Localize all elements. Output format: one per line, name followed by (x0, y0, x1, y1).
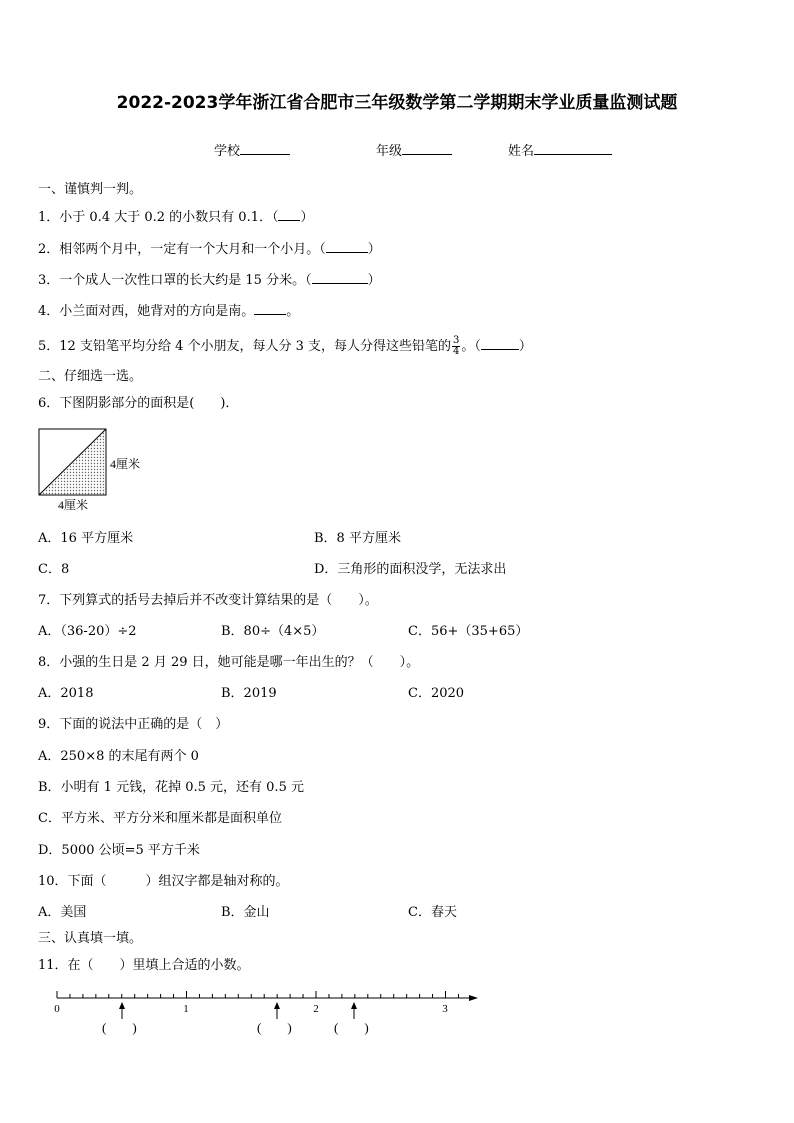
answer-blank[interactable] (326, 240, 368, 253)
answer-blank[interactable] (278, 208, 300, 221)
question-number: 11． (38, 958, 68, 973)
question-5 (38, 336, 532, 358)
grade-label: 年级 (376, 144, 403, 159)
question-number: 9． (38, 717, 60, 732)
option-c[interactable]: C．8 (38, 562, 70, 577)
question-tail: ） (518, 339, 532, 354)
question-text: 小强的生日是 2 月 29 日，她可能是哪一年出生的？（ ）。 (59, 655, 420, 670)
question-text: 下列算式的括号去掉后并不改变计算结果的是（ ）。 (59, 593, 378, 608)
question-text: 下面的说法中正确的是（ ） (59, 717, 229, 732)
option-a[interactable]: A．美国 (38, 905, 87, 920)
option-d[interactable]: D．三角形的面积没学，无法求出 (314, 562, 507, 577)
name-field[interactable] (508, 142, 612, 160)
question-9 (38, 717, 228, 733)
option-b[interactable]: B．8 平方厘米 (314, 531, 401, 546)
option-c[interactable]: C．平方米、平方分米和厘米都是面积单位 (38, 811, 282, 826)
fraction-denominator: 4 (453, 346, 460, 357)
section-1-heading: 一、谨慎判一判。 (38, 182, 143, 197)
axis-label-0: 0 (54, 1003, 60, 1015)
axis-label-3: 3 (442, 1003, 448, 1015)
number-line-arrowhead (469, 995, 478, 1001)
side-length-label: 4厘米 (110, 457, 141, 471)
question-tail: ） (300, 210, 314, 225)
question-8 (38, 655, 419, 671)
question-tail: 。 (286, 304, 300, 319)
option-b[interactable]: B．80÷（4×5） (221, 624, 325, 639)
question-number: 1． (38, 210, 60, 225)
option-b[interactable]: B．金山 (221, 905, 270, 920)
question-number: 7． (38, 593, 60, 608)
section-2-heading: 二、仔细选一选。 (38, 369, 143, 384)
question-number: 2． (38, 242, 60, 257)
number-line-ticks (57, 991, 458, 998)
axis-label-2: 2 (313, 1003, 319, 1015)
question-text: 下图阴影部分的面积是( )． (59, 396, 239, 411)
number-line (40, 985, 490, 1045)
question-number: 5． (38, 339, 60, 354)
option-b[interactable]: B．小明有 1 元钱，花掉 0.5 元，还有 0.5 元 (38, 780, 304, 795)
question-text: 小于 0.4 大于 0.2 的小数只有 0.1．（ (59, 210, 279, 225)
question-number: 4． (38, 304, 60, 319)
bottom-length-label: 4厘米 (58, 498, 89, 512)
option-b[interactable]: B．2019 (221, 686, 277, 701)
option-d[interactable]: D．5000 公顷=5 平方千米 (38, 843, 200, 858)
answer-blank[interactable] (312, 271, 368, 284)
question-text: 小兰面对西，她背对的方向是南。 (59, 304, 255, 319)
question-number: 3． (38, 273, 60, 288)
pointer-arrow-2 (274, 1002, 280, 1019)
school-blank[interactable] (240, 142, 290, 155)
question-11 (38, 958, 250, 974)
section-3-heading: 三、认真填一填。 (38, 931, 143, 946)
option-a[interactable]: A．（36-20）÷2 (38, 624, 137, 639)
school-field[interactable] (214, 142, 290, 160)
question-number: 8． (38, 655, 60, 670)
answer-paren-2[interactable]: ( ) (257, 1020, 292, 1035)
answer-blank[interactable] (481, 337, 519, 350)
question-6 (38, 396, 238, 412)
grade-blank[interactable] (402, 142, 452, 155)
question-tail-open: 。（ (461, 339, 481, 354)
answer-paren-3[interactable]: ( ) (334, 1020, 369, 1035)
fraction (452, 336, 460, 357)
answer-blank[interactable] (254, 302, 286, 315)
question-tail: ） (367, 242, 381, 257)
question-10 (38, 874, 289, 890)
name-label: 姓名 (508, 144, 535, 159)
page-title: 2022-2023学年浙江省合肥市三年级数学第二学期期末学业质量监测试题 (116, 93, 678, 113)
question-text: 在（ ）里填上合适的小数。 (67, 958, 250, 973)
fraction-numerator: 3 (453, 335, 460, 346)
question-3 (38, 271, 381, 289)
name-blank[interactable] (534, 142, 612, 155)
question-2 (38, 240, 381, 258)
option-a[interactable]: A．250×8 的末尾有两个 0 (38, 749, 199, 764)
option-a[interactable]: A．2018 (38, 686, 94, 701)
axis-label-1: 1 (183, 1003, 189, 1015)
option-c[interactable]: C．56+（35+65） (408, 624, 529, 639)
question-number: 6． (38, 396, 60, 411)
question-text: 12 支铅笔平均分给 4 个小朋友，每人分 3 支，每人分得这些铅笔的 (59, 339, 452, 354)
question-text: 一个成人一次性口罩的长大约是 15 分米。（ (59, 273, 312, 288)
pointer-arrow-3 (351, 1002, 357, 1019)
question-text: 下面（ ）组汉字都是轴对称的。 (67, 874, 289, 889)
grade-field[interactable] (376, 142, 452, 160)
school-label: 学校 (214, 144, 241, 159)
pointer-arrow-1 (119, 1002, 125, 1019)
option-a[interactable]: A．16 平方厘米 (38, 531, 134, 546)
question-7 (38, 593, 378, 609)
question-1 (38, 208, 313, 226)
question-4 (38, 302, 299, 320)
question-tail: ） (367, 273, 381, 288)
question-text: 相邻两个月中，一定有一个大月和一个小月。（ (59, 242, 326, 257)
answer-paren-1[interactable]: ( ) (102, 1020, 137, 1035)
option-c[interactable]: C．春天 (408, 905, 457, 920)
option-c[interactable]: C．2020 (408, 686, 465, 701)
square-figure (30, 420, 160, 515)
question-number: 10． (38, 874, 68, 889)
